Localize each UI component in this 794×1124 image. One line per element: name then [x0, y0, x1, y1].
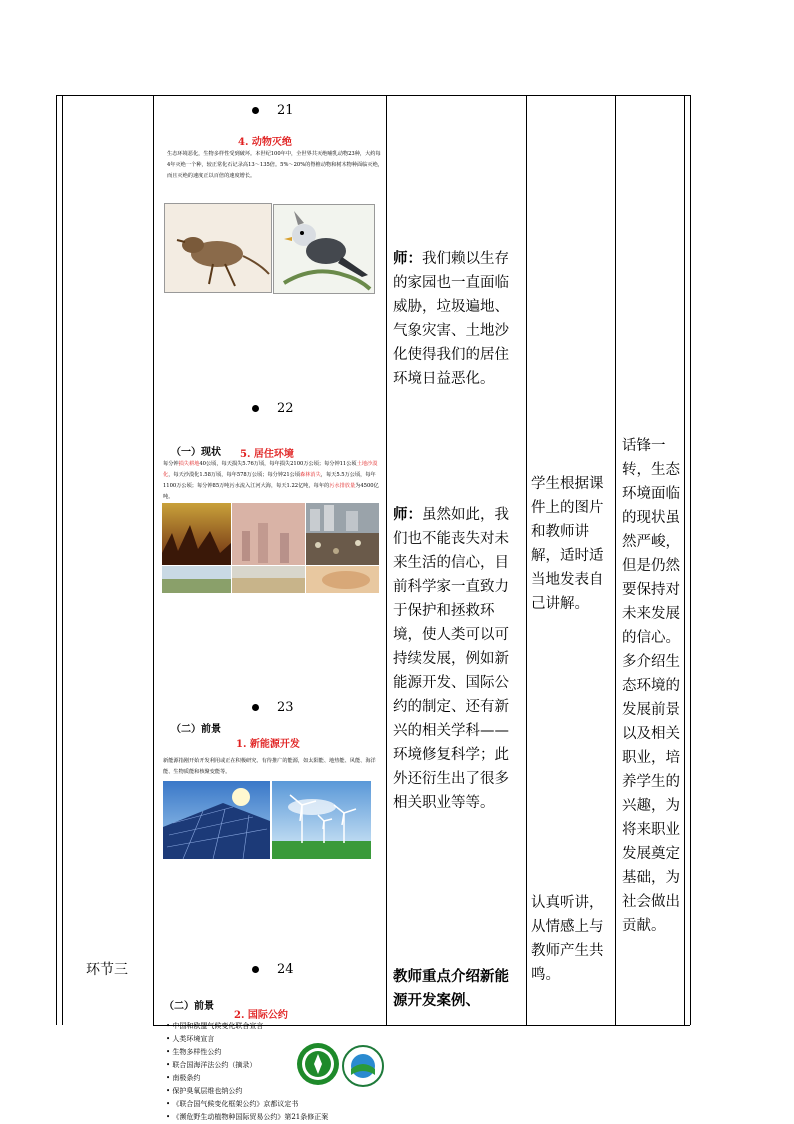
- garbage-dump-image: [306, 503, 379, 565]
- body-text: 每分钟: [163, 461, 179, 467]
- list-item: • 人类环境宣言: [166, 1035, 215, 1043]
- farmland-image: [162, 566, 231, 593]
- crested-bird-image: [273, 204, 375, 294]
- slide-22-body: [163, 459, 381, 503]
- highlight-sewage: 污水排放量: [329, 483, 356, 489]
- slide-23-section: （二）前景: [171, 724, 221, 735]
- body-text: 为4500亿吨。: [163, 483, 379, 500]
- border-right-inner: [684, 95, 685, 1025]
- section-label: 环节三: [86, 962, 128, 978]
- slide-24-section: （二）前景: [164, 1001, 214, 1012]
- solar-panel-image: [163, 781, 270, 859]
- slide-number-24: 24: [252, 962, 294, 977]
- list-item: • 中国和欧盟气候变化联合宣言: [166, 1022, 264, 1030]
- border-right: [690, 95, 691, 1025]
- table-top-border: [56, 95, 690, 96]
- desert-image: [232, 566, 305, 593]
- teacher-label: 师：: [393, 507, 422, 523]
- teacher-label: 师：: [393, 251, 422, 267]
- border-left-inner: [62, 95, 63, 1025]
- smog-city-image: [232, 503, 305, 565]
- slide-number-21: 21: [252, 103, 294, 118]
- list-item: • 联合国海洋法公约（摘录）: [166, 1061, 257, 1069]
- list-item: • 南极条约: [166, 1074, 201, 1082]
- slide-21-body: 生态环境恶化，生物多样性受到破坏。本世纪100年中，全世界共灭绝哺乳动物23种，大约每4年灭绝一个种，较正常化石记录高13～135倍。5%～20%的脊椎动物和树木物种面临灭绝，而且灭绝的速度正以百倍的速度增长。: [167, 151, 383, 179]
- border-left: [56, 95, 57, 1025]
- teacher-text: 我们赖以生存的家园也一直面临威胁，垃圾遍地、气象灾害、土地沙化使得我们的居住环境日益恶化。: [393, 251, 509, 387]
- slide-22-section: （一）现状: [171, 447, 221, 458]
- teacher-paragraph-1: [393, 247, 513, 391]
- jumping-mammal-image: [164, 203, 272, 293]
- teacher-paragraph-3: 教师重点介绍新能源开发案例、: [393, 969, 509, 1009]
- highlight-desertification: 土地沙漠化: [163, 461, 378, 478]
- slide-24-heading: 2. 国际公约: [234, 1010, 288, 1021]
- wildfire-image: [162, 503, 231, 565]
- slide-22-heading: 5. 居住环境: [240, 449, 294, 460]
- student-paragraph-1: 学生根据课件上的图片和教师讲解，适时适当地发表自己讲解。: [531, 476, 604, 612]
- environment-logo: [342, 1045, 384, 1087]
- list-item: • 保护臭氧层维也纳公约: [166, 1087, 243, 1095]
- slide-21-heading: 4. 动物灭绝: [238, 137, 292, 148]
- green-emblem-logo: [296, 1042, 340, 1086]
- highlight-forest-loss: 森林消失: [300, 472, 321, 478]
- teacher-paragraph-2: [393, 503, 513, 815]
- col-divider-2: [386, 95, 387, 1025]
- body-text: ，每天沙漠化1.58万顷，每年578万公顷；每分钟21公顷: [168, 472, 301, 478]
- sand-image: [306, 566, 379, 593]
- body-text: 40公顷，每天损失5.76万顷，每年损失2100万公顷；每分钟11公顷: [199, 461, 357, 467]
- student-paragraph-2: 认真听讲，从情感上与教师产生共鸣。: [531, 895, 604, 983]
- slide-23-body: 新能源指刚开始开发利用或正在积极研究、有待推广的能源，如太阳能、地热能、风能、海洋能、生物质能和核聚变能等。: [163, 758, 376, 775]
- list-item: • 《联合国气候变化框架公约》京都议定书: [166, 1100, 299, 1108]
- highlight-lost-farmland: 损失耕地: [178, 461, 200, 467]
- teacher-text: 虽然如此，我们也不能丧失对未来生活的信心，目前科学家一直致力于保护和拯救环境，使人类可以可持续发展，例如新能源开发、国际公约的制定、还有新兴的相关学科——环境修复科学；此外还衍生出了很多相关职业等等。: [393, 507, 509, 811]
- col-divider-4: [615, 95, 616, 1025]
- slide-number-22: 22: [252, 401, 294, 416]
- body-text: ，每天5.5万公顷，每年1100万公顷；每分钟85万吨污水流入江河大海，每天1.22亿吨，每年的: [163, 472, 376, 489]
- slide-23-heading: 1. 新能源开发: [236, 739, 300, 750]
- col-divider-3: [526, 95, 527, 1025]
- list-item: • 生物多样性公约: [166, 1048, 222, 1056]
- wind-turbine-image: [272, 781, 371, 859]
- intent-paragraph: 话锋一转，生态环境面临的现状虽然严峻，但是仍然要保持对未来发展的信心。多介绍生态环境的发展前景以及相关职业，培养学生的兴趣，为将来职业发展奠定基础，为社会做出贡献。: [622, 438, 680, 934]
- col-divider-1: [153, 95, 154, 1025]
- list-item: • 《濒危野生动植物种国际贸易公约》第21条修正案: [166, 1113, 329, 1121]
- slide-number-23: 23: [252, 700, 294, 715]
